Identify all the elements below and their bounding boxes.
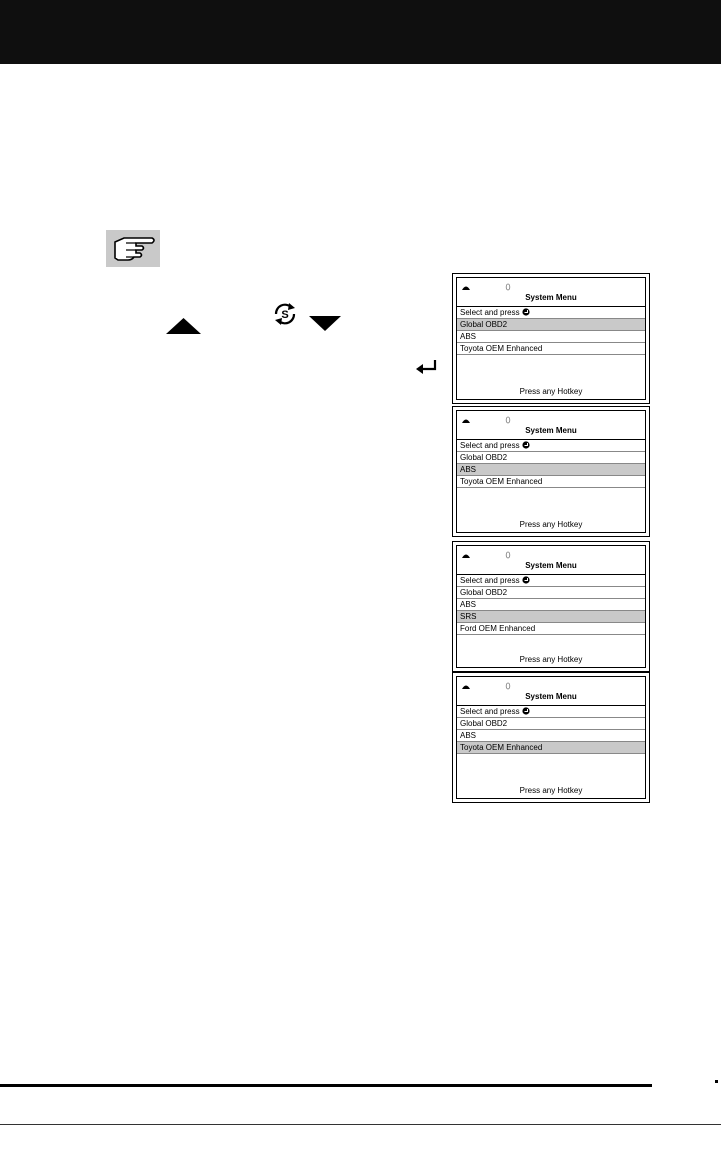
menu-item-toyota-oem-enhanced[interactable]: Toyota OEM Enhanced (457, 741, 645, 754)
svg-text:S: S (281, 309, 289, 321)
select-prompt: Select and press (457, 574, 645, 586)
screen-footer: Press any Hotkey (519, 786, 583, 795)
menu-item-global-obd2[interactable]: Global OBD2 (457, 318, 645, 330)
menu-item-abs[interactable]: ABS (457, 330, 645, 342)
screen-title: System Menu (525, 561, 577, 570)
screen-footer: Press any Hotkey (519, 520, 583, 529)
status-icons (460, 547, 540, 557)
enter-circle-icon (522, 441, 530, 452)
bottom-rule (0, 1124, 721, 1125)
menu-item-ford-oem-enhanced[interactable]: Ford OEM Enhanced (457, 622, 645, 635)
menu-item-abs[interactable]: ABS (457, 598, 645, 610)
menu-list (457, 439, 645, 488)
screen-footer: Press any Hotkey (519, 655, 583, 664)
screen-title: System Menu (525, 293, 577, 302)
screen-footer: Press any Hotkey (519, 387, 583, 396)
menu-item-abs[interactable]: ABS (457, 463, 645, 475)
pointing-hand-icon (106, 230, 160, 267)
tool-screen-2 (452, 406, 650, 537)
tool-screen-4 (452, 672, 650, 803)
status-icons (460, 678, 540, 688)
select-prompt: Select and press (457, 306, 645, 318)
menu-list (457, 705, 645, 754)
menu-item-abs[interactable]: ABS (457, 729, 645, 741)
status-icons (460, 279, 540, 289)
select-prompt: Select and press (457, 705, 645, 717)
menu-item-toyota-oem-enhanced[interactable]: Toyota OEM Enhanced (457, 475, 645, 488)
menu-item-srs[interactable]: SRS (457, 610, 645, 622)
status-icons (460, 412, 540, 422)
menu-item-global-obd2[interactable]: Global OBD2 (457, 586, 645, 598)
system-menu-button-icon (272, 302, 298, 331)
page-header-bar (0, 0, 721, 64)
up-arrow-icon (166, 318, 201, 339)
screen-title: System Menu (525, 692, 577, 701)
enter-key-icon (415, 359, 437, 380)
tool-screen-1 (452, 273, 650, 404)
enter-circle-icon (522, 707, 530, 718)
menu-item-toyota-oem-enhanced[interactable]: Toyota OEM Enhanced (457, 342, 645, 355)
select-prompt: Select and press (457, 439, 645, 451)
down-arrow-icon (309, 316, 341, 336)
menu-item-global-obd2[interactable]: Global OBD2 (457, 451, 645, 463)
menu-item-global-obd2[interactable]: Global OBD2 (457, 717, 645, 729)
menu-list (457, 574, 645, 635)
enter-circle-icon (522, 308, 530, 319)
footer-rule (0, 1084, 652, 1087)
menu-list (457, 306, 645, 355)
screen-title: System Menu (525, 426, 577, 435)
tool-screen-3 (452, 541, 650, 672)
margin-mark (715, 1080, 718, 1083)
enter-circle-icon (522, 576, 530, 587)
